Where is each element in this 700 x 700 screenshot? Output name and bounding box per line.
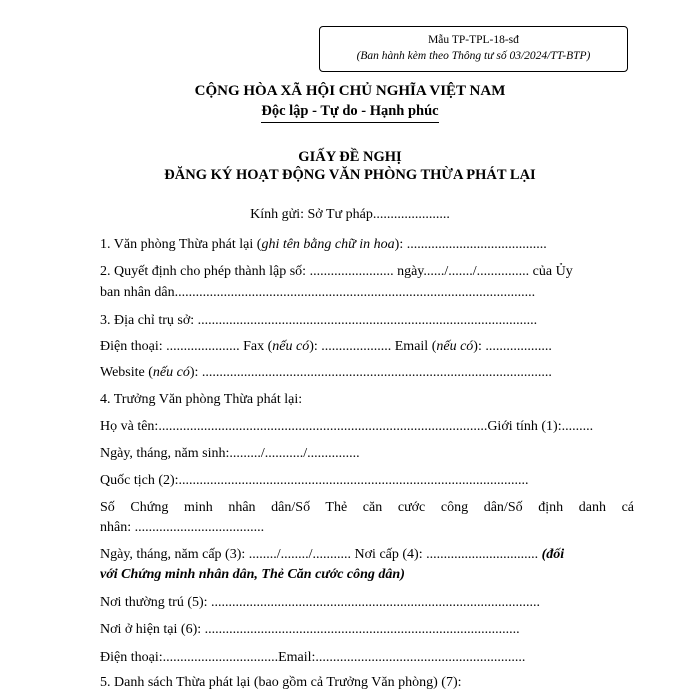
field-address: 3. Địa chỉ trụ sở: .................................................................................................: [100, 313, 538, 328]
field-head-id-line1: Số Chứng minh nhân dân/Số Thẻ căn cước công dân/Số định danh cá: [100, 500, 634, 515]
field-head-dob: Ngày, tháng, năm sinh:........./.........../...............: [100, 446, 360, 461]
field-issue-label: Ngày, tháng, năm cấp (3): ......../......../........... Nơi cấp (4): ................................: [100, 547, 542, 562]
field-phone-label: Điện thoại: ..................... Fax (: [100, 339, 273, 354]
field-head-nationality: Quốc tịch (2):....................................................................................................: [100, 473, 529, 488]
nation-heading: CỘNG HÒA XÃ HỘI CHỦ NGHĨA VIỆT NAM: [194, 83, 506, 99]
field-head-id-line2: nhân: .....................................: [100, 520, 265, 535]
field-head-name: Họ và tên:..............................................................................................Giới tính (1):.........: [100, 419, 594, 434]
form-issued-note: (Ban hành kèm theo Thông tư số 03/2024/TT-BTP): [356, 50, 591, 62]
form-code-box: [319, 26, 628, 72]
nation-motto-row: [0, 103, 700, 123]
field-head-phone: Điện thoại:.................................Email:............................................................: [100, 650, 526, 665]
field-fax-hint: nếu có: [272, 339, 310, 354]
field-head-permanent: Nơi thường trú (5): ..............................................................................................: [100, 595, 541, 610]
field-issue-note-start: (đối: [541, 547, 565, 562]
field-head-current: Nơi ở hiện tại (6): ..........................................................................................: [100, 622, 520, 637]
field-contact: [100, 339, 634, 355]
field-bailiff-list: 5. Danh sách Thừa phát lại (bao gồm cả Trưởng Văn phòng) (7):: [100, 675, 462, 690]
field-website-dots: ): ....................................................................................................: [189, 365, 552, 380]
doc-title-line1: GIẤY ĐỀ NGHỊ: [298, 149, 402, 165]
field-email-dots: ): ...................: [473, 339, 552, 354]
field-office-name-dots: ): ........................................: [394, 237, 547, 252]
field-office-name-label: 1. Văn phòng Thừa phát lại (: [100, 237, 262, 252]
recipient-line: Kính gửi: Sở Tư pháp......................: [250, 207, 450, 222]
field-office-name-hint: ghi tên bằng chữ in hoa: [261, 237, 395, 252]
field-head-section: 4. Trưởng Văn phòng Thừa phát lại:: [100, 392, 303, 407]
field-decision-line2: ban nhân dân.......................................................................................................: [100, 285, 536, 300]
nation-motto: Độc lập - Tự do - Hạnh phúc: [261, 103, 438, 123]
field-website: [100, 365, 634, 381]
field-office-name: [100, 237, 634, 253]
field-head-issue-line2: với Chứng minh nhân dân, Thẻ Căn cước công dân): [100, 567, 405, 582]
form-code: Mẫu TP-TPL-18-sđ: [428, 34, 519, 46]
field-email-hint: nếu có: [436, 339, 474, 354]
field-website-hint: nếu có: [152, 365, 190, 380]
field-head-issue-line1: [100, 547, 634, 563]
field-decision-line1: 2. Quyết định cho phép thành lập số: ........................ ngày....../......./............... của Ủy: [100, 264, 573, 279]
doc-title-line2: ĐĂNG KÝ HOẠT ĐỘNG VĂN PHÒNG THỪA PHÁT LẠI: [164, 167, 536, 183]
field-website-label: Website (: [100, 365, 153, 380]
field-email-label: ): .................... Email (: [309, 339, 437, 354]
